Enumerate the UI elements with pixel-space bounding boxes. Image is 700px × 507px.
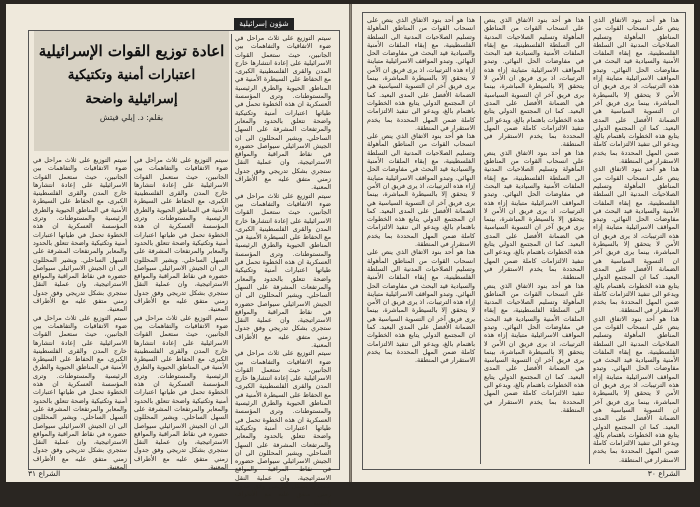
article-text: سيتم التوزيع على ثلاث مراحل في ضوء الاتفاقيات والتفاهمات بين الجانبين، حيث ستعمل القوات الاسرائيلية على إعادة انتشارها خارج المدن والقرى الفلسطينية الكبرى، مع الحفاظ على السيطرة الأمنية في المناطق الحيوية والطرق الرئيسية والمستوطنات. وترى المؤسسة العسكرية ان هذه الخطوة تحمل في طياتها اعتبارات أمنية وتكتيكية واضحة تتعلق بالحدود والمعابر والمرتفعات المشرفة على السهل الساحلي. ويشير المحللون الى ان الجيش الاسرائيلي سيواصل حضوره في نقاط المراقبة والمواقع الاستراتيجية، وان عملية النقل ستجري بشكل تدريجي وفق جدول زمني متفق عليه مع الأطراف المعنية. — [235, 191, 331, 349]
article-text: هذا هو أحد بنود الاتفاق الذي ينص على انسحاب القوات من المناطق المأهولة وتسليم الصلاحيات المدنية الى السلطة الفلسطينية، مع إبقاء الملفات الأمنية والسيادية قيد البحث في مفاوضات الحل النهائي. وتبدو المواقف الاسرائيلية متباينة إزاء هذه الترتيبات، اذ يرى فريق ان الأمن لا يتحقق إلا بالسيطرة المباشرة، بينما يرى فريق آخر ان التسوية السياسية هي الضمانة الأفضل على المدى البعيد. كما ان المجتمع الدولي يتابع هذه الخطوات باهتمام بالغ، ويدعو الى تنفيذ الالتزامات كاملة ضمن المهل المحددة بما يخدم الاستقرار في المنطقة. — [367, 132, 475, 249]
article-text: هذا هو أحد بنود الاتفاق الذي ينص على انسحاب القوات من المناطق المأهولة وتسليم الصلاحيات المدنية الى السلطة الفلسطينية، مع إبقاء الملفات الأمنية والسيادية قيد البحث في مفاوضات الحل النهائي. وتبدو المواقف الاسرائيلية متباينة إزاء هذه الترتيبات، اذ يرى فريق ان الأمن لا يتحقق إلا بالسيطرة المباشرة، بينما يرى فريق آخر ان التسوية السياسية هي الضمانة الأفضل على المدى البعيد. كما ان المجتمع الدولي يتابع هذه الخطوات باهتمام بالغ، ويدعو الى تنفيذ الالتزامات كاملة ضمن المهل المحددة بما يخدم الاستقرار في المنطقة. — [593, 165, 679, 315]
right-column-3 — [367, 16, 475, 464]
left-column-1 — [235, 34, 331, 507]
article-text: هذا هو أحد بنود الاتفاق الذي ينص على انسحاب القوات من المناطق المأهولة وتسليم الصلاحيات المدنية الى السلطة الفلسطينية، مع إبقاء الملفات الأمنية والسيادية قيد البحث في مفاوضات الحل النهائي. وتبدو المواقف الاسرائيلية متباينة إزاء هذه الترتيبات، اذ يرى فريق ان الأمن لا يتحقق إلا بالسيطرة المباشرة، بينما يرى فريق آخر ان التسوية السياسية هي الضمانة الأفضل على المدى البعيد. كما ان المجتمع الدولي يتابع هذه الخطوات باهتمام بالغ، ويدعو الى تنفيذ الالتزامات كاملة ضمن المهل المحددة بما يخدم الاستقرار في المنطقة. — [484, 148, 584, 282]
article-text: هذا هو أحد بنود الاتفاق الذي ينص على انسحاب القوات من المناطق المأهولة وتسليم الصلاحيات المدنية الى السلطة الفلسطينية، مع إبقاء الملفات الأمنية والسيادية قيد البحث في مفاوضات الحل النهائي. وتبدو المواقف الاسرائيلية متباينة إزاء هذه الترتيبات، اذ يرى فريق ان الأمن لا يتحقق إلا بالسيطرة المباشرة، بينما يرى فريق آخر ان التسوية السياسية هي الضمانة الأفضل على المدى البعيد. كما ان المجتمع الدولي يتابع هذه الخطوات باهتمام بالغ، ويدعو الى تنفيذ الالتزامات كاملة ضمن المهل المحددة بما يخدم الاستقرار في المنطقة. — [484, 281, 584, 414]
headline-line-3: إسرائيلية واضحة — [85, 91, 178, 107]
article-text: سيتم التوزيع على ثلاث مراحل في ضوء الاتفاقيات والتفاهمات بين الجانبين، حيث ستعمل القوات الاسرائيلية على إعادة انتشارها خارج المدن والقرى الفلسطينية الكبرى، مع الحفاظ على السيطرة الأمنية في المناطق الحيوية والطرق الرئيسية والمستوطنات. وترى المؤسسة العسكرية ان هذه الخطوة تحمل في طياتها اعتبارات أمنية وتكتيكية واضحة تتعلق بالحدود والمعابر والمرتفعات المشرفة على السهل الساحلي. ويشير المحللون الى ان الجيش الاسرائيلي سيواصل حضوره في نقاط المراقبة والمواقع الاستراتيجية، وان عملية النقل ستجري بشكل تدريجي وفق جدول زمني متفق عليه مع الأطراف المعنية. — [134, 313, 228, 471]
left-page — [6, 4, 349, 507]
right-page — [352, 4, 694, 482]
headline-box — [34, 31, 229, 151]
page-number-left: الشراع ٣١ — [28, 469, 61, 478]
article-text: هذا هو أحد بنود الاتفاق الذي ينص على انسحاب القوات من المناطق المأهولة وتسليم الصلاحيات المدنية الى السلطة الفلسطينية، مع إبقاء الملفات الأمنية والسيادية قيد البحث في مفاوضات الحل النهائي. وتبدو المواقف الاسرائيلية متباينة إزاء هذه الترتيبات، اذ يرى فريق ان الأمن لا يتحقق إلا بالسيطرة المباشرة، بينما يرى فريق آخر ان التسوية السياسية هي الضمانة الأفضل على المدى البعيد. كما ان المجتمع الدولي يتابع هذه الخطوات باهتمام بالغ، ويدعو الى تنفيذ الالتزامات كاملة ضمن المهل المحددة بما يخدم الاستقرار في المنطقة. — [484, 16, 584, 149]
article-text: سيتم التوزيع على ثلاث مراحل في ضوء الاتفاقيات والتفاهمات بين الجانبين، حيث ستعمل القوات الاسرائيلية على إعادة انتشارها خارج المدن والقرى الفلسطينية الكبرى، مع الحفاظ على السيطرة الأمنية في المناطق الحيوية والطرق الرئيسية والمستوطنات. وترى المؤسسة العسكرية ان هذه الخطوة تحمل في طياتها اعتبارات أمنية وتكتيكية واضحة تتعلق بالحدود والمعابر والمرتفعات المشرفة على السهل الساحلي. ويشير المحللون الى ان الجيش الاسرائيلي سيواصل حضوره في نقاط المراقبة والمواقع الاستراتيجية، وان عملية النقل ستجري بشكل تدريجي وفق جدول زمني متفق عليه مع الأطراف المعنية. — [235, 349, 331, 507]
right-column-2 — [484, 16, 584, 464]
article-text: سيتم التوزيع على ثلاث مراحل في ضوء الاتفاقيات والتفاهمات بين الجانبين، حيث ستعمل القوات الاسرائيلية على إعادة انتشارها خارج المدن والقرى الفلسطينية الكبرى، مع الحفاظ على السيطرة الأمنية في المناطق الحيوية والطرق الرئيسية والمستوطنات. وترى المؤسسة العسكرية ان هذه الخطوة تحمل في طياتها اعتبارات أمنية وتكتيكية واضحة تتعلق بالحدود والمعابر والمرتفعات المشرفة على السهل الساحلي. ويشير المحللون الى ان الجيش الاسرائيلي سيواصل حضوره في نقاط المراقبة والمواقع الاستراتيجية، وان عملية النقل ستجري بشكل تدريجي وفق جدول زمني متفق عليه مع الأطراف المعنية. — [33, 313, 127, 471]
column-rule — [480, 16, 481, 464]
column-rule — [231, 34, 232, 464]
article-text: هذا هو أحد بنود الاتفاق الذي ينص على انسحاب القوات من المناطق المأهولة وتسليم الصلاحيات المدنية الى السلطة الفلسطينية، مع إبقاء الملفات الأمنية والسيادية قيد البحث في مفاوضات الحل النهائي. وتبدو المواقف الاسرائيلية متباينة إزاء هذه الترتيبات، اذ يرى فريق ان الأمن لا يتحقق إلا بالسيطرة المباشرة، بينما يرى فريق آخر ان التسوية السياسية هي الضمانة الأفضل على المدى البعيد. كما ان المجتمع الدولي يتابع هذه الخطوات باهتمام بالغ، ويدعو الى تنفيذ الالتزامات كاملة ضمن المهل المحددة بما يخدم الاستقرار في المنطقة. — [367, 16, 475, 132]
article-text: سيتم التوزيع على ثلاث مراحل في ضوء الاتفاقيات والتفاهمات بين الجانبين، حيث ستعمل القوات الاسرائيلية على إعادة انتشارها خارج المدن والقرى الفلسطينية الكبرى، مع الحفاظ على السيطرة الأمنية في المناطق الحيوية والطرق الرئيسية والمستوطنات. وترى المؤسسة العسكرية ان هذه الخطوة تحمل في طياتها اعتبارات أمنية وتكتيكية واضحة تتعلق بالحدود والمعابر والمرتفعات المشرفة على السهل الساحلي. ويشير المحللون الى ان الجيش الاسرائيلي سيواصل حضوره في نقاط المراقبة والمواقع الاستراتيجية، وان عملية النقل ستجري بشكل تدريجي وفق جدول زمني متفق عليه مع الأطراف المعنية. — [235, 34, 331, 192]
column-rule — [589, 16, 590, 464]
article-text: سيتم التوزيع على ثلاث مراحل في ضوء الاتفاقيات والتفاهمات بين الجانبين، حيث ستعمل القوات الاسرائيلية على إعادة انتشارها خارج المدن والقرى الفلسطينية الكبرى، مع الحفاظ على السيطرة الأمنية في المناطق الحيوية والطرق الرئيسية والمستوطنات. وترى المؤسسة العسكرية ان هذه الخطوة تحمل في طياتها اعتبارات أمنية وتكتيكية واضحة تتعلق بالحدود والمعابر والمرتفعات المشرفة على السهل الساحلي. ويشير المحللون الى ان الجيش الاسرائيلي سيواصل حضوره في نقاط المراقبة والمواقع الاستراتيجية، وان عملية النقل ستجري بشكل تدريجي وفق جدول زمني متفق عليه مع الأطراف المعنية. — [33, 156, 127, 314]
headline-line-1: اعادة توزيع القوات الإسرائيلية — [38, 42, 225, 60]
byline: بقلم: د. إيلي فيتش — [99, 113, 164, 122]
left-column-3 — [33, 156, 127, 471]
article-text: هذا هو أحد بنود الاتفاق الذي ينص على انسحاب القوات من المناطق المأهولة وتسليم الصلاحيات المدنية الى السلطة الفلسطينية، مع إبقاء الملفات الأمنية والسيادية قيد البحث في مفاوضات الحل النهائي. وتبدو المواقف الاسرائيلية متباينة إزاء هذه الترتيبات، اذ يرى فريق ان الأمن لا يتحقق إلا بالسيطرة المباشرة، بينما يرى فريق آخر ان التسوية السياسية هي الضمانة الأفضل على المدى البعيد. كما ان المجتمع الدولي يتابع هذه الخطوات باهتمام بالغ، ويدعو الى تنفيذ الالتزامات كاملة ضمن المهل المحددة بما يخدم الاستقرار في المنطقة. — [367, 248, 475, 365]
page-number-right: الشراع ٣٠ — [647, 469, 680, 478]
right-column-1 — [593, 16, 679, 464]
article-text: سيتم التوزيع على ثلاث مراحل في ضوء الاتفاقيات والتفاهمات بين الجانبين، حيث ستعمل القوات الاسرائيلية على إعادة انتشارها خارج المدن والقرى الفلسطينية الكبرى، مع الحفاظ على السيطرة الأمنية في المناطق الحيوية والطرق الرئيسية والمستوطنات. وترى المؤسسة العسكرية ان هذه الخطوة تحمل في طياتها اعتبارات أمنية وتكتيكية واضحة تتعلق بالحدود والمعابر والمرتفعات المشرفة على السهل الساحلي. ويشير المحللون الى ان الجيش الاسرائيلي سيواصل حضوره في نقاط المراقبة والمواقع الاستراتيجية، وان عملية النقل ستجري بشكل تدريجي وفق جدول زمني متفق عليه مع الأطراف المعنية. — [134, 156, 228, 314]
column-rule — [130, 156, 131, 464]
left-column-2 — [134, 156, 228, 471]
article-text: هذا هو أحد بنود الاتفاق الذي ينص على انسحاب القوات من المناطق المأهولة وتسليم الصلاحيات المدنية الى السلطة الفلسطينية، مع إبقاء الملفات الأمنية والسيادية قيد البحث في مفاوضات الحل النهائي. وتبدو المواقف الاسرائيلية متباينة إزاء هذه الترتيبات، اذ يرى فريق ان الأمن لا يتحقق إلا بالسيطرة المباشرة، بينما يرى فريق آخر ان التسوية السياسية هي الضمانة الأفضل على المدى البعيد. كما ان المجتمع الدولي يتابع هذه الخطوات باهتمام بالغ، ويدعو الى تنفيذ الالتزامات كاملة ضمن المهل المحددة بما يخدم الاستقرار في المنطقة. — [593, 16, 679, 166]
section-label: شؤون إسرائيلية — [234, 18, 294, 30]
headline-line-2: اعتبارات أمنية وتكتيكية — [67, 67, 196, 83]
article-text: هذا هو أحد بنود الاتفاق الذي ينص على انسحاب القوات من المناطق المأهولة وتسليم الصلاحيات المدنية الى السلطة الفلسطينية، مع إبقاء الملفات الأمنية والسيادية قيد البحث في مفاوضات الحل النهائي. وتبدو المواقف الاسرائيلية متباينة إزاء هذه الترتيبات، اذ يرى فريق ان الأمن لا يتحقق إلا بالسيطرة المباشرة، بينما يرى فريق آخر ان التسوية السياسية هي الضمانة الأفضل على المدى البعيد. كما ان المجتمع الدولي يتابع هذه الخطوات باهتمام بالغ، ويدعو الى تنفيذ الالتزامات كاملة ضمن المهل المحددة بما يخدم الاستقرار في المنطقة. — [593, 314, 679, 464]
